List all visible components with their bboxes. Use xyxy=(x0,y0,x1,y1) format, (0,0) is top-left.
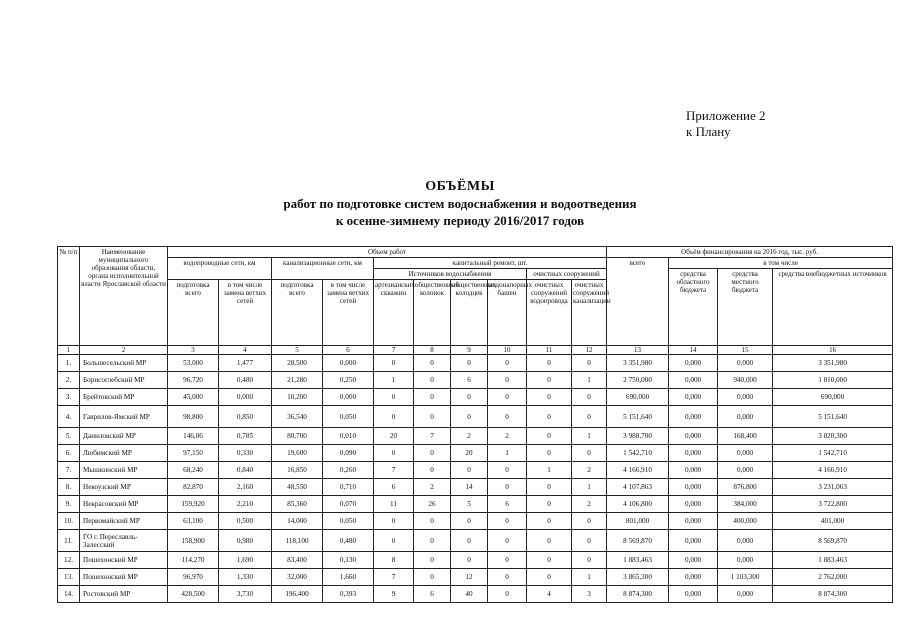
header-incl: в том числе xyxy=(669,258,893,269)
header-treat-water: очистных сооружений водопровода xyxy=(527,280,572,346)
value-cell: 48,550 xyxy=(272,479,323,496)
value-cell: 159,920 xyxy=(168,496,219,513)
value-cell: 8 874,300 xyxy=(773,586,893,603)
value-cell: 0,050 xyxy=(323,513,374,530)
value-cell: 1 xyxy=(572,479,607,496)
value-cell: 3 351,980 xyxy=(773,355,893,372)
value-cell: 5 xyxy=(451,496,488,513)
value-cell: 1,330 xyxy=(219,569,272,586)
value-cell: 146,06 xyxy=(168,428,219,445)
value-cell: 0,250 xyxy=(323,372,374,389)
value-cell: 6 xyxy=(451,372,488,389)
value-cell: 53,000 xyxy=(168,355,219,372)
value-cell: 32,000 xyxy=(272,569,323,586)
value-cell: 0 xyxy=(488,479,527,496)
column-number: 15 xyxy=(718,346,773,355)
value-cell: 0,330 xyxy=(219,445,272,462)
municipality-name-cell: Мышкинский МР xyxy=(80,462,168,479)
value-cell: 0,840 xyxy=(219,462,272,479)
value-cell: 0 xyxy=(374,389,414,406)
value-cell: 3 xyxy=(572,586,607,603)
value-cell: 0,000 xyxy=(718,445,773,462)
header-sewer-nets: канализационные сети, км xyxy=(272,258,374,280)
value-cell: 3 351,980 xyxy=(607,355,669,372)
value-cell: 0 xyxy=(488,569,527,586)
value-cell: 2,160 xyxy=(219,479,272,496)
value-cell: 0 xyxy=(451,530,488,552)
value-cell: 40 xyxy=(451,586,488,603)
value-cell: 96,970 xyxy=(168,569,219,586)
value-cell: 14,000 xyxy=(272,513,323,530)
table-body xyxy=(58,355,893,603)
value-cell: 0 xyxy=(414,406,451,428)
value-cell: 0 xyxy=(527,569,572,586)
table-row xyxy=(58,389,893,406)
value-cell: 0 xyxy=(488,372,527,389)
table-row xyxy=(58,445,893,462)
value-cell: 7 xyxy=(414,428,451,445)
value-cell: 3 820,300 xyxy=(773,428,893,445)
value-cell: 3,730 xyxy=(219,586,272,603)
value-cell: 11 xyxy=(374,496,414,513)
table-row xyxy=(58,406,893,428)
value-cell: 0 xyxy=(451,462,488,479)
value-cell: 0 xyxy=(414,389,451,406)
header-local: средства местного бюджета xyxy=(718,269,773,346)
value-cell: 0 xyxy=(572,355,607,372)
value-cell: 3 231,063 xyxy=(773,479,893,496)
value-cell: 0 xyxy=(527,445,572,462)
title-line-3: к осенне-зимнему периоду 2016/2017 годов xyxy=(335,213,585,228)
value-cell: 0,480 xyxy=(219,372,272,389)
value-cell: 0,000 xyxy=(323,389,374,406)
value-cell: 1 xyxy=(572,428,607,445)
value-cell: 0 xyxy=(414,462,451,479)
municipality-name-cell: Брейтовский МР xyxy=(80,389,168,406)
municipality-name-cell: Большесельский МР xyxy=(80,355,168,372)
value-cell: 0,000 xyxy=(669,389,718,406)
document-title xyxy=(200,178,720,229)
header-treatment: очистных сооружений xyxy=(527,269,607,280)
row-number-cell: 13. xyxy=(58,569,80,586)
municipality-name-cell: Любимский МР xyxy=(80,445,168,462)
municipality-name-cell: Некоузский МР xyxy=(80,479,168,496)
municipality-name-cell: Первомайский МР xyxy=(80,513,168,530)
value-cell: 0 xyxy=(414,530,451,552)
value-cell: 0,000 xyxy=(669,586,718,603)
value-cell: 0,130 xyxy=(323,552,374,569)
appendix-line-1: Приложение 2 xyxy=(686,108,766,123)
value-cell: 8 569,870 xyxy=(607,530,669,552)
value-cell: 1 542,710 xyxy=(607,445,669,462)
value-cell: 0 xyxy=(488,406,527,428)
value-cell: 1 542,710 xyxy=(773,445,893,462)
row-number-cell: 8. xyxy=(58,479,80,496)
value-cell: 16,850 xyxy=(272,462,323,479)
value-cell: 0,000 xyxy=(669,479,718,496)
municipality-name-cell: Пошехонский МР xyxy=(80,569,168,586)
value-cell: 400,000 xyxy=(718,513,773,530)
header-name: Наименование муниципального образования области, органа исполнительной власти Ярославской области xyxy=(80,247,168,346)
value-cell: 0 xyxy=(572,513,607,530)
row-number-cell: 6. xyxy=(58,445,80,462)
column-number: 8 xyxy=(414,346,451,355)
value-cell: 83,400 xyxy=(272,552,323,569)
value-cell: 8 xyxy=(374,552,414,569)
value-cell: 0,710 xyxy=(323,479,374,496)
table-row xyxy=(58,479,893,496)
value-cell: 8 569,870 xyxy=(773,530,893,552)
value-cell: 0 xyxy=(374,530,414,552)
header-artesian: артезианских скважин xyxy=(374,280,414,346)
value-cell: 1,660 xyxy=(323,569,374,586)
value-cell: 0 xyxy=(414,372,451,389)
value-cell: 0 xyxy=(414,513,451,530)
value-cell: 0,000 xyxy=(323,355,374,372)
value-cell: 401,000 xyxy=(773,513,893,530)
row-number-cell: 11. xyxy=(58,530,80,552)
value-cell: 0,260 xyxy=(323,462,374,479)
municipality-name-cell: Ростовский МР xyxy=(80,586,168,603)
municipality-name-cell: Борисоглебский МР xyxy=(80,372,168,389)
value-cell: 384,000 xyxy=(718,496,773,513)
value-cell: 0,000 xyxy=(219,389,272,406)
value-cell: 158,900 xyxy=(168,530,219,552)
value-cell: 0 xyxy=(488,355,527,372)
value-cell: 0 xyxy=(488,462,527,479)
column-number: 10 xyxy=(488,346,527,355)
table-row xyxy=(58,355,893,372)
municipality-name-cell: ГО г. Переславль-Залесский xyxy=(80,530,168,552)
title-line-1: ОБЪЁМЫ xyxy=(425,179,495,194)
header-sewer-incl: в том числе замена ветхих сетей xyxy=(323,280,374,346)
value-cell: 26 xyxy=(414,496,451,513)
value-cell: 12 xyxy=(451,569,488,586)
value-cell: 690,000 xyxy=(607,389,669,406)
value-cell: 85,360 xyxy=(272,496,323,513)
municipality-name-cell: Гаврилов-Ямский МР xyxy=(80,406,168,428)
value-cell: 0,980 xyxy=(219,530,272,552)
header-total: всего xyxy=(607,258,669,346)
value-cell: 2 xyxy=(488,428,527,445)
value-cell: 2,210 xyxy=(219,496,272,513)
value-cell: 0,000 xyxy=(669,445,718,462)
value-cell: 428,500 xyxy=(168,586,219,603)
value-cell: 96,720 xyxy=(168,372,219,389)
row-number-cell: 5. xyxy=(58,428,80,445)
works-volume-table xyxy=(57,246,893,603)
value-cell: 4 xyxy=(527,586,572,603)
value-cell: 2 750,000 xyxy=(607,372,669,389)
value-cell: 80,700 xyxy=(272,428,323,445)
header-funding: Объём финансирования на 2016 год, тыс. руб. xyxy=(607,247,893,258)
header-water-total: подготовка всего xyxy=(168,280,219,346)
value-cell: 1,690 xyxy=(219,552,272,569)
value-cell: 0 xyxy=(414,445,451,462)
value-cell: 0,000 xyxy=(669,462,718,479)
value-cell: 0 xyxy=(374,445,414,462)
table-row xyxy=(58,462,893,479)
value-cell: 0,000 xyxy=(718,530,773,552)
value-cell: 0,785 xyxy=(219,428,272,445)
value-cell: 4 166,910 xyxy=(773,462,893,479)
table-row xyxy=(58,513,893,530)
value-cell: 9 xyxy=(374,586,414,603)
column-number: 3 xyxy=(168,346,219,355)
value-cell: 0,480 xyxy=(323,530,374,552)
value-cell: 0 xyxy=(527,530,572,552)
value-cell: 2 xyxy=(451,428,488,445)
value-cell: 2 xyxy=(572,462,607,479)
column-number: 12 xyxy=(572,346,607,355)
value-cell: 0 xyxy=(414,552,451,569)
value-cell: 0 xyxy=(527,428,572,445)
value-cell: 7 xyxy=(374,462,414,479)
table-row xyxy=(58,496,893,513)
value-cell: 1 xyxy=(488,445,527,462)
value-cell: 196,400 xyxy=(272,586,323,603)
value-cell: 97,150 xyxy=(168,445,219,462)
column-number-row xyxy=(58,346,893,355)
value-cell: 114,270 xyxy=(168,552,219,569)
value-cell: 0 xyxy=(451,355,488,372)
municipality-name-cell: Некрасовский МР xyxy=(80,496,168,513)
value-cell: 118,100 xyxy=(272,530,323,552)
value-cell: 0,000 xyxy=(669,372,718,389)
value-cell: 0 xyxy=(488,513,527,530)
table-row xyxy=(58,530,893,552)
title-line-2: работ по подготовке систем водоснабжения и водоотведения xyxy=(283,196,637,211)
value-cell: 0,000 xyxy=(669,513,718,530)
table-row xyxy=(58,552,893,569)
value-cell: 0,000 xyxy=(669,428,718,445)
header-sources: Источников водоснабжения xyxy=(374,269,527,280)
value-cell: 0 xyxy=(527,389,572,406)
value-cell: 4 107,863 xyxy=(607,479,669,496)
value-cell: 801,000 xyxy=(607,513,669,530)
value-cell: 0 xyxy=(488,552,527,569)
value-cell: 876,800 xyxy=(718,479,773,496)
value-cell: 45,000 xyxy=(168,389,219,406)
value-cell: 0,000 xyxy=(718,406,773,428)
value-cell: 0,000 xyxy=(669,496,718,513)
value-cell: 0,000 xyxy=(669,355,718,372)
column-number: 6 xyxy=(323,346,374,355)
row-number-cell: 10. xyxy=(58,513,80,530)
header-capital: капитальный ремонт, шт. xyxy=(374,258,607,269)
value-cell: 0 xyxy=(527,552,572,569)
value-cell: 6 xyxy=(374,479,414,496)
row-number-cell: 1. xyxy=(58,355,80,372)
value-cell: 3 988,700 xyxy=(607,428,669,445)
value-cell: 0 xyxy=(572,530,607,552)
value-cell: 0,000 xyxy=(669,530,718,552)
value-cell: 0,000 xyxy=(718,462,773,479)
value-cell: 0 xyxy=(414,569,451,586)
value-cell: 0 xyxy=(488,530,527,552)
value-cell: 0 xyxy=(488,389,527,406)
value-cell: 0 xyxy=(414,355,451,372)
value-cell: 0,070 xyxy=(323,496,374,513)
value-cell: 3 722,800 xyxy=(773,496,893,513)
column-number: 4 xyxy=(219,346,272,355)
value-cell: 0,000 xyxy=(718,586,773,603)
value-cell: 0,500 xyxy=(219,513,272,530)
value-cell: 0,000 xyxy=(718,389,773,406)
header-regional: средства областного бюджета xyxy=(669,269,718,346)
value-cell: 6 xyxy=(488,496,527,513)
row-number-cell: 3. xyxy=(58,389,80,406)
value-cell: 2 xyxy=(572,496,607,513)
value-cell: 68,240 xyxy=(168,462,219,479)
value-cell: 20 xyxy=(374,428,414,445)
row-number-cell: 9. xyxy=(58,496,80,513)
header-extra: средства внебюджетных источников xyxy=(773,269,893,346)
value-cell: 82,870 xyxy=(168,479,219,496)
value-cell: 1 883,463 xyxy=(607,552,669,569)
value-cell: 2 xyxy=(414,479,451,496)
value-cell: 14 xyxy=(451,479,488,496)
value-cell: 0,850 xyxy=(219,406,272,428)
value-cell: 0 xyxy=(572,552,607,569)
value-cell: 5 151,640 xyxy=(773,406,893,428)
column-number: 7 xyxy=(374,346,414,355)
column-number: 14 xyxy=(669,346,718,355)
column-number: 16 xyxy=(773,346,893,355)
value-cell: 0 xyxy=(527,406,572,428)
table-row xyxy=(58,569,893,586)
value-cell: 10,200 xyxy=(272,389,323,406)
value-cell: 63,100 xyxy=(168,513,219,530)
value-cell: 0,000 xyxy=(669,569,718,586)
value-cell: 0 xyxy=(451,406,488,428)
value-cell: 0,000 xyxy=(669,406,718,428)
value-cell: 0 xyxy=(374,513,414,530)
table-row xyxy=(58,428,893,445)
value-cell: 1 xyxy=(374,372,414,389)
value-cell: 0 xyxy=(374,406,414,428)
column-number: 1 xyxy=(58,346,80,355)
municipality-name-cell: Даниловский МР xyxy=(80,428,168,445)
value-cell: 0 xyxy=(374,355,414,372)
value-cell: 0 xyxy=(451,389,488,406)
value-cell: 20 xyxy=(451,445,488,462)
column-number: 2 xyxy=(80,346,168,355)
header-treat-sewer: очистных сооружений канализации xyxy=(572,280,607,346)
column-number: 11 xyxy=(527,346,572,355)
value-cell: 36,540 xyxy=(272,406,323,428)
row-number-cell: 12. xyxy=(58,552,80,569)
value-cell: 0,050 xyxy=(323,406,374,428)
value-cell: 0 xyxy=(451,552,488,569)
value-cell: 5 151,640 xyxy=(607,406,669,428)
value-cell: 2 762,000 xyxy=(773,569,893,586)
value-cell: 0,000 xyxy=(669,552,718,569)
value-cell: 1,477 xyxy=(219,355,272,372)
row-number-cell: 2. xyxy=(58,372,80,389)
value-cell: 98,800 xyxy=(168,406,219,428)
value-cell: 690,000 xyxy=(773,389,893,406)
value-cell: 3 865,300 xyxy=(607,569,669,586)
value-cell: 1 810,000 xyxy=(773,372,893,389)
value-cell: 0 xyxy=(488,586,527,603)
table-row xyxy=(58,586,893,603)
value-cell: 0,000 xyxy=(718,355,773,372)
value-cell: 0 xyxy=(527,513,572,530)
header-volume: Объем работ xyxy=(168,247,607,258)
value-cell: 0 xyxy=(527,479,572,496)
table-row xyxy=(58,372,893,389)
municipality-name-cell: Пошехонский МР xyxy=(80,552,168,569)
value-cell: 0 xyxy=(572,445,607,462)
value-cell: 0 xyxy=(572,406,607,428)
value-cell: 0 xyxy=(572,389,607,406)
row-number-cell: 4. xyxy=(58,406,80,428)
column-number: 5 xyxy=(272,346,323,355)
value-cell: 940,000 xyxy=(718,372,773,389)
value-cell: 1 xyxy=(572,372,607,389)
value-cell: 7 xyxy=(374,569,414,586)
appendix-line-2: к Плану xyxy=(686,124,731,139)
value-cell: 0,090 xyxy=(323,445,374,462)
value-cell: 21,280 xyxy=(272,372,323,389)
value-cell: 0 xyxy=(527,496,572,513)
value-cell: 4 166,910 xyxy=(607,462,669,479)
column-number: 9 xyxy=(451,346,488,355)
appendix-note xyxy=(686,108,766,140)
value-cell: 1 883,463 xyxy=(773,552,893,569)
value-cell: 8 874,300 xyxy=(607,586,669,603)
header-no: № п/п xyxy=(58,247,80,346)
value-cell: 0 xyxy=(527,355,572,372)
header-water-nets: водопроводные сети, км xyxy=(168,258,272,280)
value-cell: 168,400 xyxy=(718,428,773,445)
header-shaft-wells: общественных колодцев xyxy=(451,280,488,346)
column-number: 13 xyxy=(607,346,669,355)
value-cell: 0,010 xyxy=(323,428,374,445)
value-cell: 28,500 xyxy=(272,355,323,372)
row-number-cell: 7. xyxy=(58,462,80,479)
value-cell: 1 103,300 xyxy=(718,569,773,586)
value-cell: 1 xyxy=(527,462,572,479)
value-cell: 19,600 xyxy=(272,445,323,462)
row-number-cell: 14. xyxy=(58,586,80,603)
header-water-incl: в том числе замена ветхих сетей xyxy=(219,280,272,346)
value-cell: 0 xyxy=(527,372,572,389)
value-cell: 0,393 xyxy=(323,586,374,603)
value-cell: 0,000 xyxy=(718,552,773,569)
header-towers: водонапорных башен xyxy=(488,280,527,346)
header-wells: общественных колонок xyxy=(414,280,451,346)
value-cell: 1 xyxy=(572,569,607,586)
value-cell: 4 106,800 xyxy=(607,496,669,513)
header-sewer-total: подготовка всего xyxy=(272,280,323,346)
value-cell: 6 xyxy=(414,586,451,603)
value-cell: 0 xyxy=(451,513,488,530)
